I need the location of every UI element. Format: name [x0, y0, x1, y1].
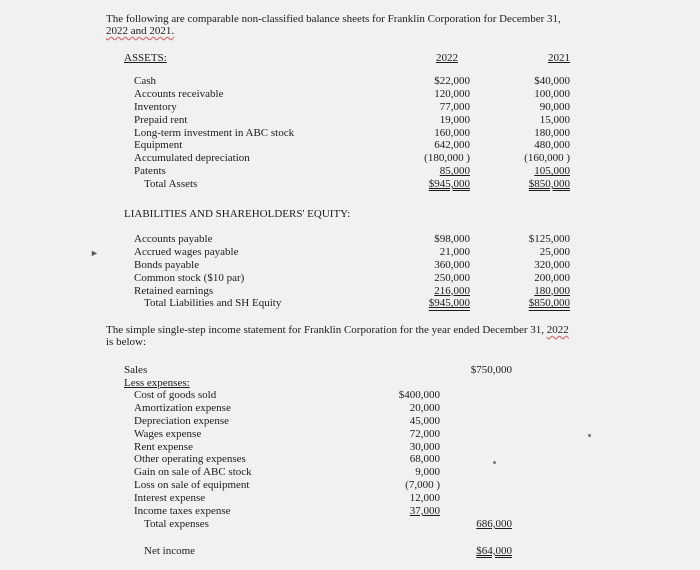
income-intro-text: The simple single-step income statement for Franklin Corporation for the year ended December 31, — [106, 324, 545, 336]
expense-value: (7,000 ) — [405, 479, 440, 492]
total-liabilities-2021: $850,000 — [528, 297, 570, 310]
expense-value: 9,000 — [415, 466, 440, 479]
asset-value-2021: 90,000 — [539, 100, 570, 113]
liability-value-2022: $98,000 — [434, 233, 470, 245]
assets-labels — [134, 75, 294, 191]
liability-label: Accounts payable — [134, 233, 213, 245]
asset-value-2021: 100,000 — [534, 87, 570, 100]
liability-value-2021: $125,000 — [528, 233, 570, 245]
asset-value-2022: 85,000 — [439, 165, 470, 178]
total-liabilities-label: Total Liabilities and SH Equity — [144, 297, 282, 310]
expense-label: Loss on sale of equipment — [134, 479, 250, 492]
income-intro-line-1 — [106, 324, 569, 336]
expense-label: Gain on sale of ABC stock — [134, 466, 252, 479]
asset-value-2022: 120,000 — [434, 87, 470, 100]
asset-value-2022: 77,000 — [439, 100, 470, 113]
sales-label: Sales — [124, 364, 148, 376]
liability-label: Accrued wages payable — [134, 245, 239, 258]
income-intro-line-2: is below: — [106, 336, 147, 348]
total-liabilities-2022: $945,000 — [428, 297, 470, 310]
assets-heading: ASSETS: — [124, 52, 167, 64]
expense-label: Cost of goods sold — [134, 389, 217, 401]
expense-value: 45,000 — [409, 414, 440, 427]
liability-value-2021: 320,000 — [534, 258, 570, 271]
assets-2021-column — [495, 75, 570, 191]
liability-label: Bonds payable — [134, 258, 200, 271]
expense-label: Amortization expense — [134, 401, 231, 414]
asset-label: Patents — [134, 165, 166, 178]
asset-value-2021: 180,000 — [534, 126, 570, 139]
expense-values — [370, 389, 440, 518]
expense-value: 12,000 — [409, 492, 440, 505]
expense-value: 30,000 — [409, 440, 440, 453]
asset-value-2022: 160,000 — [434, 126, 470, 139]
liability-value-2022: 360,000 — [434, 258, 470, 271]
asset-value-2022: (180,000 ) — [424, 152, 470, 165]
expense-value: 68,000 — [409, 453, 440, 466]
intro-line-1: The following are comparable non-classified balance sheets for Franklin Corporation for December 31, — [106, 13, 561, 25]
expense-value: 72,000 — [409, 427, 440, 440]
stray-dot — [493, 461, 496, 464]
expense-value: $400,000 — [398, 389, 440, 401]
liabilities-heading: LIABILITIES AND SHAREHOLDERS' EQUITY: — [124, 208, 351, 220]
liabilities-2021-column — [495, 233, 570, 310]
expense-label: Other operating expenses — [134, 453, 246, 466]
liability-value-2022: 21,000 — [439, 245, 470, 258]
year-2022-header: 2022 — [436, 52, 458, 64]
net-income-label: Net income — [144, 545, 196, 557]
total-assets-2022: $945,000 — [428, 178, 470, 191]
liabilities-labels — [134, 233, 281, 310]
sales-value: $750,000 — [470, 364, 512, 376]
expense-label: Depreciation expense — [134, 414, 229, 427]
asset-value-2022: $22,000 — [434, 75, 470, 87]
liabilities-2022-column — [395, 233, 470, 310]
liability-value-2021: 25,000 — [539, 245, 570, 258]
total-assets-2021: $850,000 — [528, 178, 570, 191]
income-intro-year: 2022 — [546, 324, 569, 336]
asset-label: Accumulated depreciation — [134, 152, 250, 165]
liability-value-2021: 180,000 — [534, 284, 570, 297]
intro-line-2: 2022 and 2021. — [106, 25, 175, 37]
expense-label: Rent expense — [134, 440, 193, 453]
liability-value-2022: 250,000 — [434, 271, 470, 284]
expense-label: Wages expense — [134, 427, 202, 440]
liability-label: Common stock ($10 par) — [134, 271, 245, 284]
expense-value: 37,000 — [409, 505, 440, 518]
liability-value-2022: 216,000 — [434, 284, 470, 297]
asset-label: Prepaid rent — [134, 113, 188, 126]
year-2021-header: 2021 — [548, 52, 570, 64]
less-expenses-label: Less expenses: — [124, 377, 190, 389]
total-expenses-label: Total expenses — [144, 517, 209, 530]
bullet-marker: ► — [90, 248, 99, 258]
assets-2022-column — [395, 75, 470, 191]
asset-label: Accounts receivable — [134, 87, 224, 100]
expense-label: Interest expense — [134, 492, 206, 505]
total-expenses-value: 686,000 — [476, 518, 512, 530]
asset-label: Inventory — [134, 100, 177, 113]
liability-value-2021: 200,000 — [534, 271, 570, 284]
asset-value-2021: 105,000 — [534, 165, 570, 178]
asset-value-2021: 480,000 — [534, 139, 570, 152]
asset-value-2021: (160,000 ) — [524, 152, 570, 165]
total-assets-label: Total Assets — [144, 178, 198, 191]
net-income-value: $64,000 — [476, 545, 512, 557]
liability-label: Retained earnings — [134, 284, 214, 297]
asset-value-2021: $40,000 — [534, 75, 570, 87]
expense-labels — [134, 389, 252, 531]
asset-label: Long-term investment in ABC stock — [134, 126, 295, 139]
asset-label: Equipment — [134, 139, 183, 152]
asset-value-2022: 19,000 — [439, 113, 470, 126]
asset-value-2021: 15,000 — [539, 113, 570, 126]
expense-label: Income taxes expense — [134, 505, 231, 518]
asset-label: Cash — [134, 75, 156, 87]
expense-value: 20,000 — [409, 401, 440, 414]
stray-dot — [588, 434, 591, 437]
asset-value-2022: 642,000 — [434, 139, 470, 152]
